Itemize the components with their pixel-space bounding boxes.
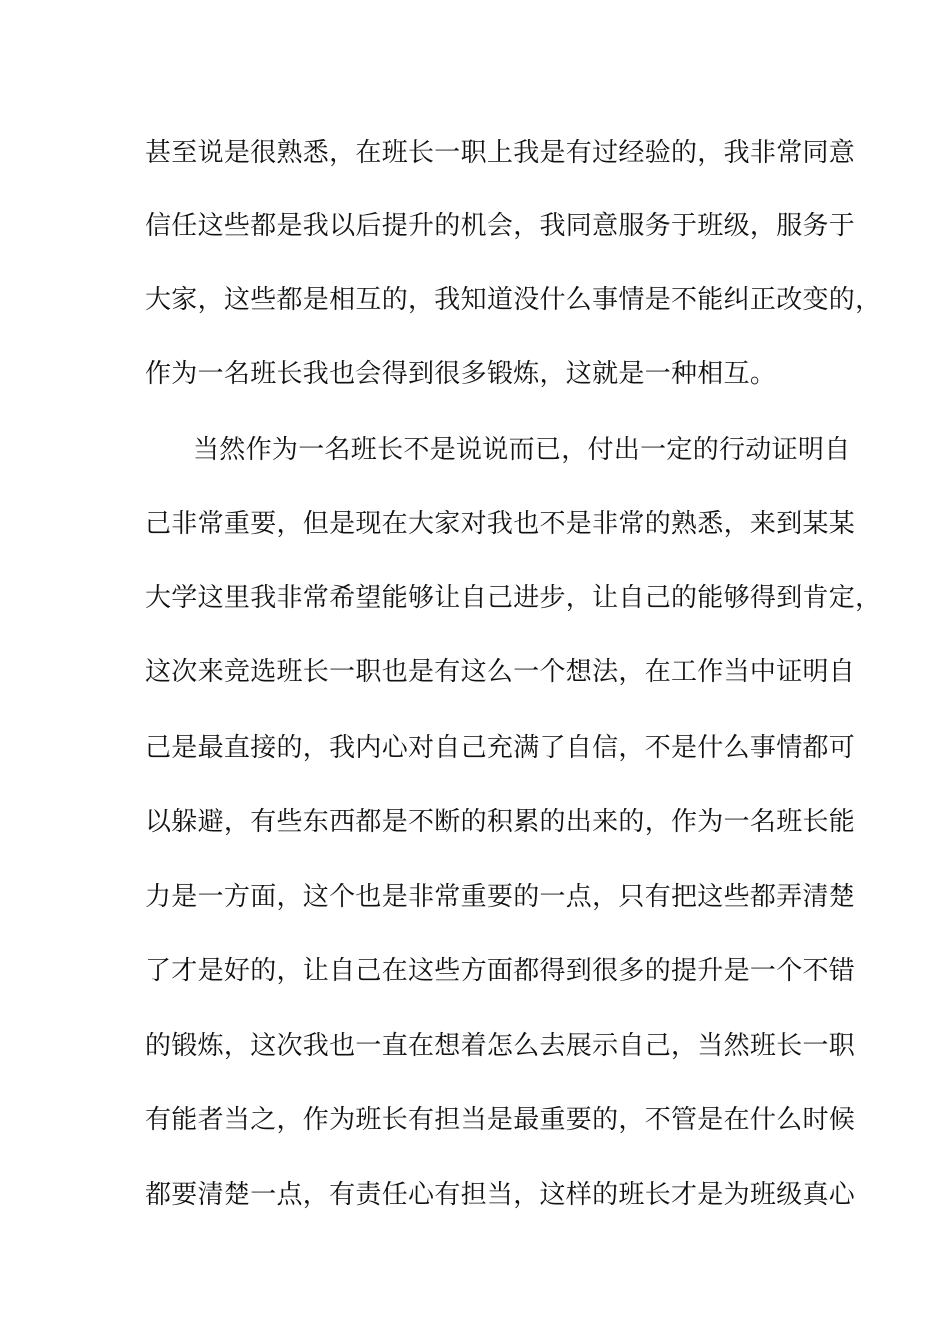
text-line: 这次来竞选班长一职也是有这么一个想法，在工作当中证明自	[145, 657, 856, 687]
text-line: 信任这些都是我以后提升的机会，我同意服务于班级，服务于	[145, 211, 856, 241]
text-line: 了才是好的，让自己在这些方面都得到很多的提升是一个不错	[145, 956, 856, 986]
text-line: 大家，这些都是相互的，我知道没什么事情是不能纠正改变的，	[145, 285, 882, 315]
text-line: 都要清楚一点，有责任心有担当，这样的班长才是为班级真心	[145, 1180, 856, 1210]
paragraph-start-line: 当然作为一名班长不是说说而已，付出一定的行动证明自	[193, 435, 851, 465]
text-line: 的锻炼，这次我也一直在想着怎么去展示自己，当然班长一职	[145, 1031, 856, 1061]
text-line: 甚至说是很熟悉，在班长一职上我是有过经验的，我非常同意	[145, 138, 856, 168]
text-line: 以躲避，有些东西都是不断的积累的出来的，作为一名班长能	[145, 807, 856, 837]
text-line: 大学这里我非常希望能够让自己进步，让自己的能够得到肯定，	[145, 583, 882, 613]
text-line: 己是最直接的，我内心对自己充满了自信，不是什么事情都可	[145, 733, 856, 763]
text-line: 作为一名班长我也会得到很多锻炼，这就是一种相互。	[145, 359, 777, 389]
text-line: 己非常重要，但是现在大家对我也不是非常的熟悉，来到某某	[145, 509, 856, 539]
text-line: 有能者当之，作为班长有担当是最重要的，不管是在什么时候	[145, 1105, 856, 1135]
text-line: 力是一方面，这个也是非常重要的一点，只有把这些都弄清楚	[145, 882, 856, 912]
